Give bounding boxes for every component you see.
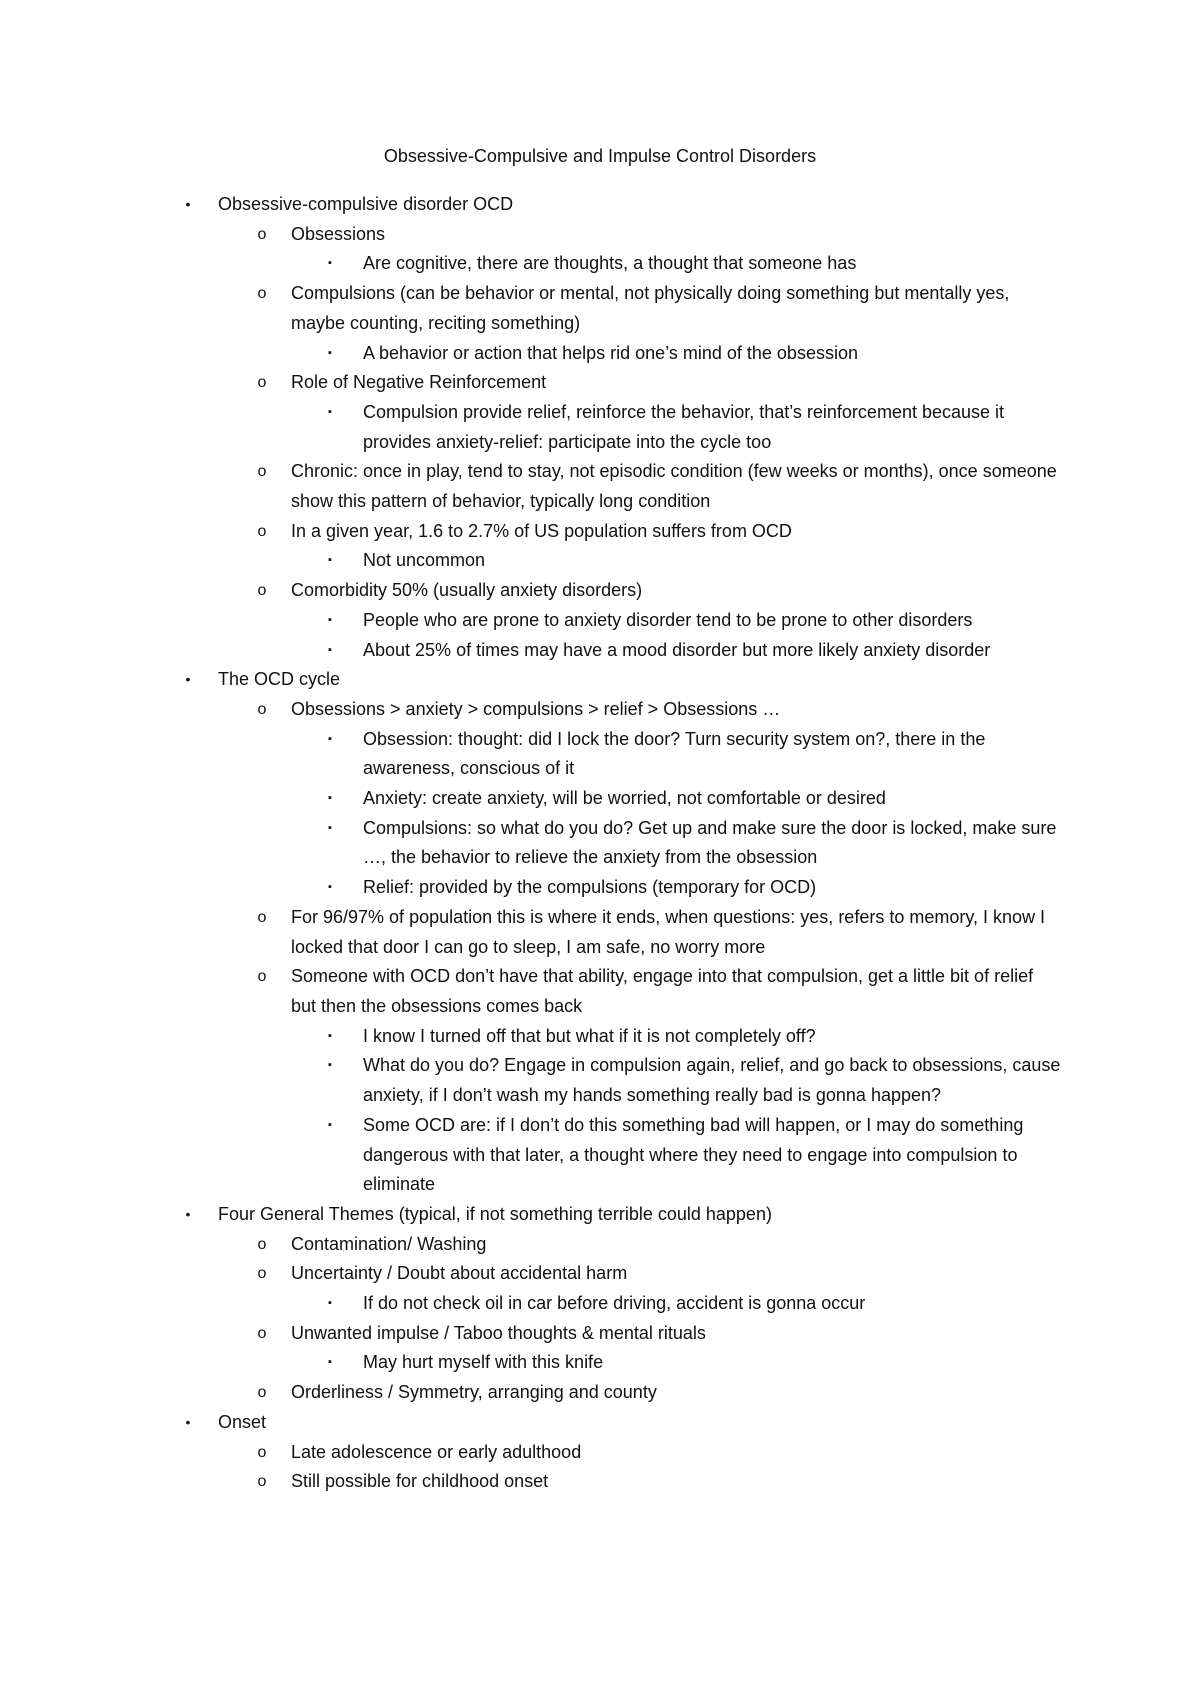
list-item-text: Compulsions: so what do you do? Get up and make sure the door is locked, make sure …, the behavior to relieve the anxiety from the obsession bbox=[363, 817, 1057, 868]
bullet-marker: o bbox=[257, 463, 267, 481]
list-item bbox=[0, 398, 1200, 457]
list-item bbox=[0, 695, 1200, 725]
list-item-text: Late adolescence or early adulthood bbox=[291, 1441, 582, 1462]
list-item bbox=[0, 903, 1200, 962]
list-item-text: Some OCD are: if I don’t do this something bad will happen, or I may do something dangerous with that later, a thought where they need to engage into compulsion to eliminate bbox=[363, 1114, 1024, 1195]
list-item bbox=[0, 368, 1200, 398]
list-item-text: Are cognitive, there are thoughts, a thought that someone has bbox=[363, 253, 857, 274]
list-item bbox=[0, 784, 1200, 814]
list-item bbox=[0, 1111, 1200, 1200]
list-item bbox=[0, 1319, 1200, 1349]
list-item-text: Orderliness / Symmetry, arranging and county bbox=[291, 1382, 657, 1403]
bullet-marker: • bbox=[185, 671, 191, 688]
bullet-marker: ▪ bbox=[328, 257, 332, 270]
bullet-marker: ▪ bbox=[328, 405, 332, 418]
list-item-text: Relief: provided by the compulsions (temporary for OCD) bbox=[363, 877, 817, 898]
list-item-text: The OCD cycle bbox=[218, 669, 341, 690]
list-item-text: Someone with OCD don’t have that ability, engage into that compulsion, get a little bit of relief but then the obsessions comes back bbox=[291, 966, 1034, 1016]
list-item bbox=[0, 517, 1200, 547]
bullet-marker: • bbox=[185, 1413, 191, 1430]
bullet-marker: o bbox=[257, 522, 267, 540]
list-item-text: If do not check oil in car before driving, accident is gonna occur bbox=[363, 1293, 866, 1314]
bullet-marker: ▪ bbox=[328, 1356, 332, 1369]
bullet-marker: ▪ bbox=[328, 554, 332, 567]
list-item bbox=[0, 1467, 1200, 1497]
list-item bbox=[0, 725, 1200, 784]
list-item bbox=[0, 220, 1200, 250]
list-item-text: People who are prone to anxiety disorder tend to be prone to other disorders bbox=[363, 609, 973, 630]
list-item bbox=[0, 873, 1200, 903]
list-item bbox=[0, 190, 1200, 220]
list-item bbox=[0, 814, 1200, 873]
list-item-text: For 96/97% of population this is where it ends, when questions: yes, refers to memory, I know I locked that door I can go to sleep, I am safe, no worry more bbox=[291, 906, 1046, 957]
bullet-marker: o bbox=[257, 225, 267, 243]
list-item-text: Anxiety: create anxiety, will be worried, not comfortable or desired bbox=[363, 788, 886, 809]
bullet-marker: • bbox=[185, 1205, 191, 1222]
bullet-marker: • bbox=[185, 196, 191, 212]
list-item-text: Comorbidity 50% (usually anxiety disorders) bbox=[291, 580, 643, 601]
list-item-text: Obsessive-compulsive disorder OCD bbox=[218, 194, 514, 214]
list-item bbox=[0, 1259, 1200, 1289]
bullet-marker: o bbox=[257, 700, 267, 718]
list-item bbox=[0, 1348, 1200, 1378]
list-item-text: Contamination/ Washing bbox=[291, 1233, 487, 1254]
bullet-marker: ▪ bbox=[328, 1118, 332, 1131]
bullet-marker: o bbox=[257, 908, 267, 926]
list-item bbox=[0, 962, 1200, 1021]
bullet-marker: ▪ bbox=[328, 821, 332, 834]
list-item bbox=[0, 636, 1200, 666]
bullet-marker: o bbox=[257, 1473, 267, 1491]
list-item-text: Uncertainty / Doubt about accidental harm bbox=[291, 1263, 628, 1284]
list-item-text: Compulsions (can be behavior or mental, not physically doing something but mentally yes, maybe counting, reciting something) bbox=[291, 283, 1010, 333]
bullet-marker: ▪ bbox=[328, 1059, 332, 1072]
list-item-text: In a given year, 1.6 to 2.7% of US population suffers from OCD bbox=[291, 520, 792, 541]
list-item-text: Obsessions bbox=[291, 223, 386, 244]
bullet-marker: ▪ bbox=[328, 1029, 332, 1042]
bullet-marker: o bbox=[257, 285, 267, 303]
list-item bbox=[0, 249, 1200, 279]
list-item bbox=[0, 606, 1200, 636]
list-item-text: About 25% of times may have a mood disorder but more likely anxiety disorder bbox=[363, 639, 991, 660]
list-item-text: What do you do? Engage in compulsion again, relief, and go back to obsessions, cause anxiety, if I don’t wash my hands something really bad is gonna happen? bbox=[363, 1055, 1061, 1106]
bullet-marker: o bbox=[257, 582, 267, 600]
bullet-marker: o bbox=[257, 1443, 267, 1461]
list-item bbox=[0, 546, 1200, 576]
list-item bbox=[0, 1408, 1200, 1438]
list-item bbox=[0, 457, 1200, 516]
list-item-text: Chronic: once in play, tend to stay, not episodic condition (few weeks or months), once someone show this pattern of behavior, typically long condition bbox=[291, 461, 1057, 512]
list-item-text: Not uncommon bbox=[363, 550, 486, 571]
bullet-marker: o bbox=[257, 1384, 267, 1402]
bullet-marker: ▪ bbox=[328, 613, 332, 626]
bullet-marker: o bbox=[257, 968, 267, 986]
list-item-text: Compulsion provide relief, reinforce the behavior, that’s reinforcement because it provides anxiety-relief: participate into the cycle too bbox=[363, 401, 1005, 452]
list-item-text: Obsessions > anxiety > compulsions > relief > Obsessions … bbox=[291, 698, 781, 719]
list-item bbox=[0, 1230, 1200, 1260]
list-item-text: Unwanted impulse / Taboo thoughts & mental rituals bbox=[291, 1322, 706, 1343]
list-item-text: Onset bbox=[218, 1411, 267, 1432]
bullet-marker: ▪ bbox=[328, 1297, 332, 1310]
list-item-text: Still possible for childhood onset bbox=[291, 1471, 549, 1492]
list-item bbox=[0, 1051, 1200, 1110]
bullet-marker: ▪ bbox=[328, 643, 332, 656]
bullet-marker: o bbox=[257, 374, 267, 392]
list-item bbox=[0, 1378, 1200, 1408]
list-item-text: A behavior or action that helps rid one’s mind of the obsession bbox=[363, 342, 858, 363]
list-item bbox=[0, 279, 1200, 338]
list-item bbox=[0, 1022, 1200, 1052]
list-item-text: Four General Themes (typical, if not something terrible could happen) bbox=[218, 1203, 772, 1224]
list-item bbox=[0, 1438, 1200, 1468]
list-item bbox=[0, 665, 1200, 695]
bullet-marker: ▪ bbox=[328, 732, 332, 745]
bullet-marker: ▪ bbox=[328, 792, 332, 805]
list-item bbox=[0, 1289, 1200, 1319]
outline-list bbox=[0, 190, 1200, 1497]
bullet-marker: o bbox=[257, 1265, 267, 1283]
list-item-text: May hurt myself with this knife bbox=[363, 1352, 604, 1373]
bullet-marker: o bbox=[257, 1235, 267, 1253]
list-item bbox=[0, 576, 1200, 606]
list-item bbox=[0, 1200, 1200, 1230]
list-item-text: I know I turned off that but what if it is not completely off? bbox=[363, 1025, 816, 1046]
list-item-text: Role of Negative Reinforcement bbox=[291, 372, 547, 393]
list-item bbox=[0, 339, 1200, 369]
bullet-marker: ▪ bbox=[328, 881, 332, 894]
list-item-text: Obsession: thought: did I lock the door? Turn security system on?, there in the awareness, conscious of it bbox=[363, 728, 986, 779]
bullet-marker: o bbox=[257, 1324, 267, 1342]
page-title: Obsessive-Compulsive and Impulse Control Disorders bbox=[383, 146, 817, 166]
bullet-marker: ▪ bbox=[328, 346, 332, 359]
